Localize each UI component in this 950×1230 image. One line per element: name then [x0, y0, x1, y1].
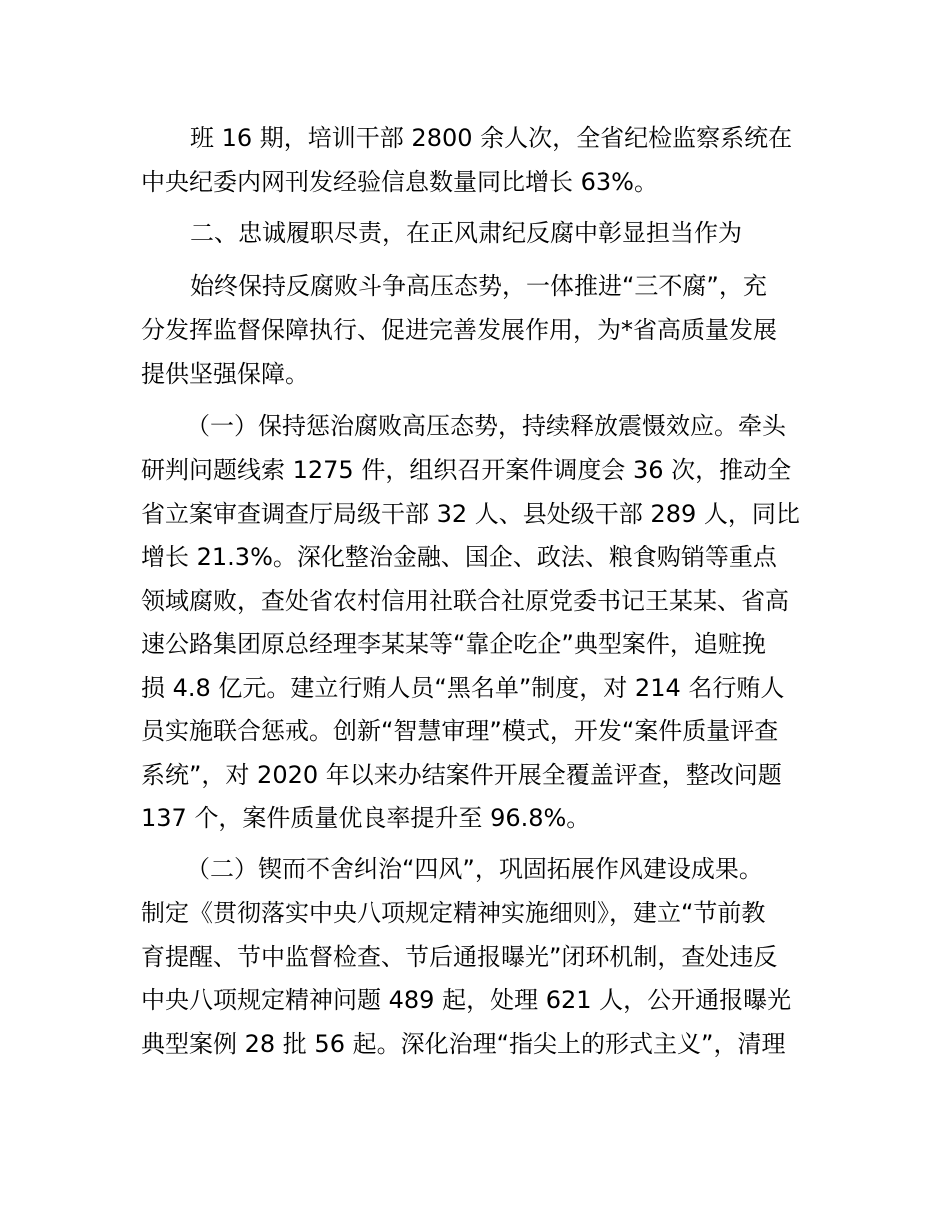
text-line-6: 提供坚强保障。: [141, 360, 309, 388]
text-line-10: 增长 21.3%。深化整治金融、国企、政法、粮食购销等重点: [141, 543, 777, 571]
text-line-13: 损 4.8 亿元。建立行贿人员“黑名单”制度，对 214 名行贿人: [141, 674, 785, 702]
text-line-2: 中央纪委内网刊发经验信息数量同比增长 63%。: [141, 168, 658, 196]
text-line-15: 系统”，对 2020 年以来办结案件开展全覆盖评查，整改问题: [141, 761, 782, 789]
text-line-11: 领域腐败，查处省农村信用社联合社原党委书记王某某、省高: [141, 587, 789, 615]
section-heading: 二、忠诚履职尽责，在正风肃纪反腐中彰显担当作为: [190, 219, 742, 247]
text-line-1: 班 16 期，培训干部 2800 余人次，全省纪检监察系统在: [190, 124, 793, 152]
text-line-14: 员实施联合惩戒。创新“智慧审理”模式，开发“案件质量评查: [141, 717, 779, 745]
text-line-17: （二）锲而不舍纠治“四风”，巩固拓展作风建设成果。: [186, 855, 763, 883]
text-line-19: 育提醒、节中监督检查、节后通报曝光”闭环机制，查处违反: [141, 943, 778, 971]
text-line-4: 始终保持反腐败斗争高压态势，一体推进“三不腐”，充: [190, 272, 767, 300]
text-line-9: 省立案审查调查厅局级干部 32 人、县处级干部 289 人，同比: [141, 500, 800, 528]
text-line-8: 研判问题线索 1275 件，组织召开案件调度会 36 次，推动全: [141, 456, 792, 484]
text-line-16: 137 个，案件质量优良率提升至 96.8%。: [141, 804, 591, 832]
text-line-12: 速公路集团原总经理李某某等“靠企吃企”典型案件，追赃挽: [141, 630, 766, 658]
text-line-5: 分发挥监督保障执行、促进完善发展作用，为*省高质量发展: [141, 316, 777, 344]
text-line-20: 中央八项规定精神问题 489 起，处理 621 人，公开通报曝光: [141, 986, 792, 1014]
text-line-21: 典型案例 28 批 56 起。深化治理“指尖上的形式主义”，清理: [141, 1030, 786, 1058]
text-line-18: 制定《贯彻落实中央八项规定精神实施细则》，建立“节前教: [141, 899, 766, 927]
text-line-7: （一）保持惩治腐败高压态势，持续释放震慑效应。牵头: [186, 412, 786, 440]
